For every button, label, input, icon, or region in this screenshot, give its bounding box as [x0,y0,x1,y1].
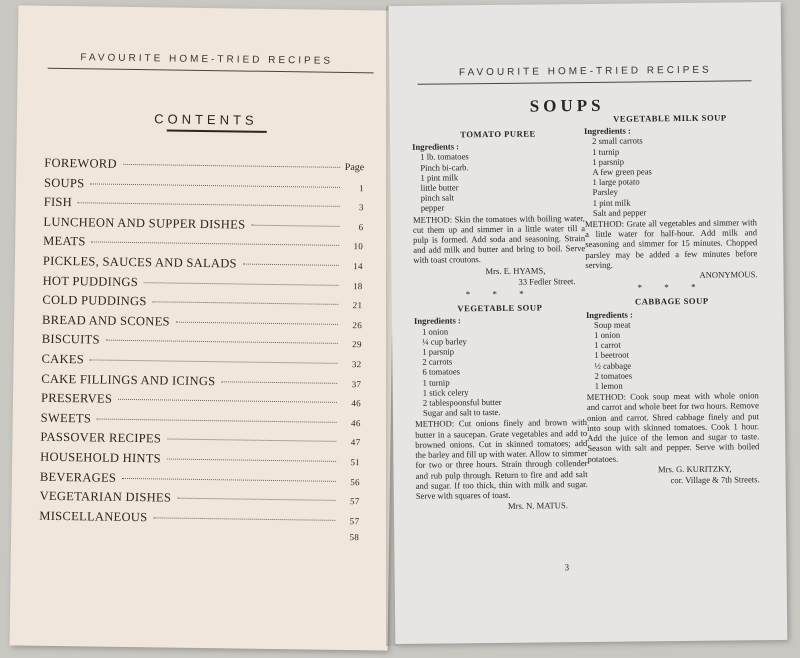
toc-entry-title: CAKE FILLINGS AND ICINGS [41,371,216,388]
page-number: 3 [564,562,570,573]
ingredient-item: Soup meat [593,319,631,330]
head-rule-right [417,80,751,84]
toc-leader-dots [153,517,335,521]
toc-entry-page: 46 [351,417,361,428]
toc-entry-title: HOT PUDDINGS [42,273,139,289]
ingredient-item: pinch salt [420,192,454,203]
toc-entry-title: LUNCHEON AND SUPPER DISHES [43,214,246,232]
toc-entry-title: SWEETS [40,410,92,426]
recipe-title: VEGETABLE SOUP [457,302,543,314]
ingredient-item: 1 parsnip [592,156,625,167]
toc-leader-dots [97,418,337,422]
recipe-vegetable-milk-soup [584,112,758,281]
toc-entry-page: 56 [350,476,360,487]
ingredient-item: 1 lb. tomatoes [420,151,469,163]
author-address: 33 Fedler Street. [518,275,576,287]
toc-entry-title: VEGETARIAN DISHES [39,488,172,505]
ingredient-item: Parsley [592,187,618,198]
ingredient-item: Sugar and salt to taste. [422,407,501,419]
toc-leader-dots [118,399,337,403]
toc-entry-title: PICKLES, SAUCES AND SALADS [42,253,237,271]
ingredient-list [414,325,587,419]
toc-entry-title: BISCUITS [41,332,100,347]
toc-entry-page: 6 [358,221,364,233]
ingredient-item: 1 pint milk [420,172,459,183]
ingredient-item: little butter [420,182,459,193]
toc-entry-page: 10 [353,241,364,252]
recipe-tomato-puree [412,128,586,288]
toc-entry [39,528,359,552]
toc-entry-page: 14 [353,261,363,272]
toc-entry-title: FISH [43,194,73,210]
ingredient-item: ¼ cup barley [422,336,467,347]
head-rule-left [48,68,374,74]
toc-entry-title: PASSOVER RECIPES [40,430,162,446]
contents-underline [167,129,267,132]
ingredients-label: Ingredients : [413,315,461,327]
contents-title: CONTENTS [154,111,258,128]
toc-leader-dots [144,282,339,286]
toc-leader-dots [153,301,339,305]
author-address: cor. Village & 7th Streets. [670,474,760,486]
ingredient-item: 1 carrot [594,339,621,351]
ingredient-item: pepper [420,202,445,214]
toc-entry-page: 21 [352,300,363,311]
recipe-title: TOMATO PUREE [460,128,536,140]
toc-leader-dots [90,359,338,363]
ingredients-label: Ingredients : [585,309,633,320]
toc-entry-title: MEATS [43,234,86,249]
recipe-title: VEGETABLE MILK SOUP [613,112,727,124]
page-column-label: Page [344,161,365,174]
toc-leader-dots [177,498,335,501]
toc-leader-dots [167,458,336,461]
toc-entry-title: CAKES [41,351,85,367]
table-of-contents [39,156,364,552]
method-text: METHOD: Skin the tomatoes with boiling water, cut them up and simmer in a little water till a pulp is formed. Add soda and seasoning. Strain and add milk and butter and bring to boil. Serve with toast croutons. [412,212,586,266]
toc-entry-title: BREAD AND SCONES [42,312,170,329]
method-text: METHOD: Grate all vegetables and simmer with a little water for half-hour. Add milk and seasoning and simmer for 15 minutes. Chopped parsley may be added a few minutes before serving. [584,217,758,270]
toc-leader-dots [123,164,340,168]
ingredient-list [584,135,757,218]
toc-entry-page: 51 [350,456,361,468]
toc-entry-title: HOUSEHOLD HINTS [40,449,162,466]
recipe-author: Mrs. E. HYAMS, [485,265,546,276]
toc-entry-page: 1 [359,182,365,193]
toc-entry-page: 18 [352,280,363,291]
toc-leader-dots [92,242,340,246]
recipe-vegetable-soup [414,302,588,512]
ingredient-item: 1 lemon [594,380,623,392]
ingredient-item: 6 tomatoes [422,366,461,378]
toc-leader-dots [251,224,339,226]
recipe-author: Mrs. G. KURITZKY, [657,463,732,474]
separator-stars: * * * [637,282,706,293]
toc-leader-dots [78,202,340,207]
toc-entry-page: 3 [358,202,364,213]
toc-entry-title: MISCELLANEOUS [39,508,148,524]
running-head-right: FAVOURITE HOME-TRIED RECIPES [458,64,712,79]
ingredient-list [586,318,759,391]
toc-entry-page: 26 [352,319,363,330]
method-text: METHOD: Cook soup meat with whole onion and carrot and whole beet for two hours. Remove onion and carrot. Shred cabbage finely and put into soup with skinned tomatoes. Cook 1 hour. Add the juice of the lemon and sugar to taste. Season with salt and pepper. Serve with boiled potatoes. [586,390,760,464]
section-title: SOUPS [529,95,605,116]
ingredient-item: 2 small carrots [592,135,643,147]
toc-entry-title: COLD PUDDINGS [42,292,147,309]
toc-leader-dots [106,340,338,344]
toc-entry-title: BEVERAGES [39,469,117,485]
recipe-author: ANONYMOUS. [699,269,758,280]
right-column [584,112,760,486]
ingredient-item: 1 pint milk [592,197,631,208]
toc-entry-title: FOREWORD [44,155,117,171]
toc-entry-page: 37 [351,378,362,389]
ingredient-item: Pinch bi-carb. [420,161,469,173]
toc-leader-dots [176,321,338,324]
ingredient-item: 2 tomatoes [594,370,633,381]
toc-entry-title: PRESERVES [40,390,113,406]
ingredients-label: Ingredients : [412,141,460,153]
recipe-title: CABBAGE SOUP [634,296,709,307]
ingredient-item: 1 turnip [592,146,620,157]
toc-entry-page: 29 [352,339,362,350]
toc-leader-dots [221,381,337,384]
ingredients-label: Ingredients : [583,125,631,137]
soups-page [389,2,788,644]
toc-leader-dots [90,183,340,187]
separator-stars: * * * [465,288,534,300]
ingredient-item: 1 onion [422,326,449,337]
ingredient-item: 1 parsnip [422,346,455,357]
ingredient-item: 2 carrots [422,356,453,368]
toc-entry-page: 57 [349,515,360,526]
ingredient-item: A few green peas [592,166,652,177]
toc-entry-page: 47 [350,437,361,448]
ingredient-item: 1 beetroot [594,350,629,361]
left-column [412,128,588,512]
toc-leader-dots [167,439,336,442]
ingredient-list [412,150,585,213]
ingredient-item: 1 turnip [422,377,450,388]
ingredient-item: 2 tablespoonsful butter [422,396,502,408]
ingredient-item: 1 stick celery [422,387,469,398]
toc-entry-title: SOUPS [43,175,85,190]
toc-entry-page: 32 [351,359,362,370]
toc-entry-page: 57 [349,496,360,507]
recipe-author: Mrs. N. MATUS. [507,500,568,511]
toc-leader-dots [243,264,339,266]
method-text: METHOD: Cut onions finely and brown with butter in a saucepan. Grate vegetables and add to browned onions. Cut in skinned tomatoes; add the barley and fill up with water. Allow to simmer for two or three hours. Strain through collender and rub pulp through. Return to fire and add salt and sugar. If too thick, thin with milk and sugar. Serve with squares of toast. [414,417,588,501]
ingredient-item: Salt and pepper [592,207,647,218]
ingredient-item: 1 onion [594,329,621,340]
ingredient-item: ½ cabbage [594,360,632,371]
ingredient-item: 1 large potato [592,176,640,188]
toc-entry-page: 58 [349,532,360,543]
contents-page [10,5,397,650]
toc-leader-dots [122,477,336,481]
recipe-cabbage-soup [586,296,760,486]
running-head-left: FAVOURITE HOME-TRIED RECIPES [80,52,334,67]
toc-entry-page: 46 [351,398,362,409]
